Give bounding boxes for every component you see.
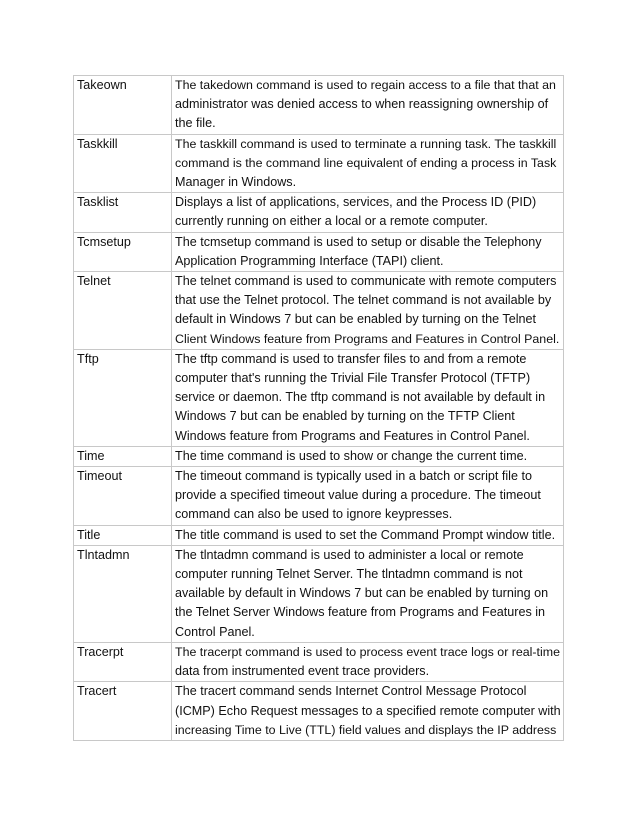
description-line: The tlntadmn command is used to administer a local or remote [175,547,524,562]
command-name: Takeown [74,76,172,135]
table-row [74,134,564,193]
description-line: Manager in Windows. [175,175,297,190]
table-row [74,682,564,741]
command-description [172,193,564,232]
description-line: The tcmsetup command is used to setup or disable the Telephony [175,234,542,249]
description-line: Windows feature from Programs and Features in Control Panel. [175,428,530,443]
command-description [172,272,564,350]
description-line: Windows 7 but can be enabled by turning on the TFTP Client [175,409,515,424]
description-line: The takedown command is used to regain access to a file that that an [175,78,556,92]
description-line: Control Panel. [175,624,255,639]
table-row [74,76,564,135]
description-line: The timeout command is typically used in a batch or script file to [175,469,532,484]
command-description [172,446,564,466]
command-name: Tasklist [74,193,172,232]
command-description [172,682,564,741]
command-name: Tcmsetup [74,232,172,271]
command-name: Tracert [74,682,172,741]
table-row [74,467,564,526]
description-line: available by default in Windows 7 but can be enabled by turning on [175,586,549,601]
description-line: The tracerpt command is used to process event trace logs or real-time [175,644,560,659]
command-description [172,134,564,193]
command-name: Tlntadmn [74,545,172,642]
command-name: Tftp [74,349,172,446]
command-table-body [74,76,564,741]
table-row [74,525,564,545]
command-name: Taskkill [74,134,172,193]
description-line: the Telnet Server Windows feature from Programs and Features in [175,605,546,620]
table-row [74,232,564,271]
description-line: Application Programming Interface (TAPI) client. [175,253,444,268]
description-line: command can also be used to ignore keypresses. [175,507,453,522]
description-line: provide a specified timeout value during a procedure. The timeout [175,488,541,503]
description-line: computer that's running the Trivial File Transfer Protocol (TFTP) [175,371,531,386]
table-row [74,642,564,681]
description-line: The tracert command sends Internet Control Message Protocol [175,684,527,699]
description-line: The telnet command is used to communicate with remote computers [175,274,557,289]
command-reference-table [73,75,564,741]
command-description [172,525,564,545]
command-description [172,349,564,446]
command-description [172,545,564,642]
command-name: Title [74,525,172,545]
description-line: service or daemon. The tftp command is not available by default in [175,390,546,405]
description-line: The taskkill command is used to terminate a running task. The taskkill [175,136,557,151]
description-line: The title command is used to set the Command Prompt window title. [175,527,556,542]
command-name: Time [74,446,172,466]
table-row [74,349,564,446]
description-line: data from instrumented event trace providers. [175,664,430,679]
description-line: The time command is used to show or change the current time. [175,448,528,463]
command-description [172,467,564,526]
description-line: that use the Telnet protocol. The telnet command is not available by [175,293,552,308]
command-description [172,232,564,271]
description-line: (ICMP) Echo Request messages to a specified remote computer with [175,703,561,718]
command-name: Telnet [74,272,172,350]
command-description [172,76,564,135]
command-name: Tracerpt [74,642,172,681]
table-row [74,545,564,642]
description-line: The tftp command is used to transfer files to and from a remote [175,351,527,366]
description-line: command is the command line equivalent of ending a process in Task [175,155,557,170]
description-line: administrator was denied access to when reassigning ownership of [175,97,549,112]
description-line: default in Windows 7 but can be enabled by turning on the Telnet [175,312,537,327]
description-line: computer running Telnet Server. The tlntadmn command is not [175,567,523,582]
table-row [74,272,564,350]
description-line: Displays a list of applications, services, and the Process ID (PID) [175,195,537,210]
description-line: currently running on either a local or a remote computer. [175,214,488,229]
table-row [74,193,564,232]
description-line: increasing Time to Live (TTL) field values and displays the IP address [175,722,557,737]
description-line: Client Windows feature from Programs and Features in Control Panel. [175,331,560,346]
table-row [74,446,564,466]
description-line: the file. [175,116,216,131]
command-description [172,642,564,681]
command-name: Timeout [74,467,172,526]
